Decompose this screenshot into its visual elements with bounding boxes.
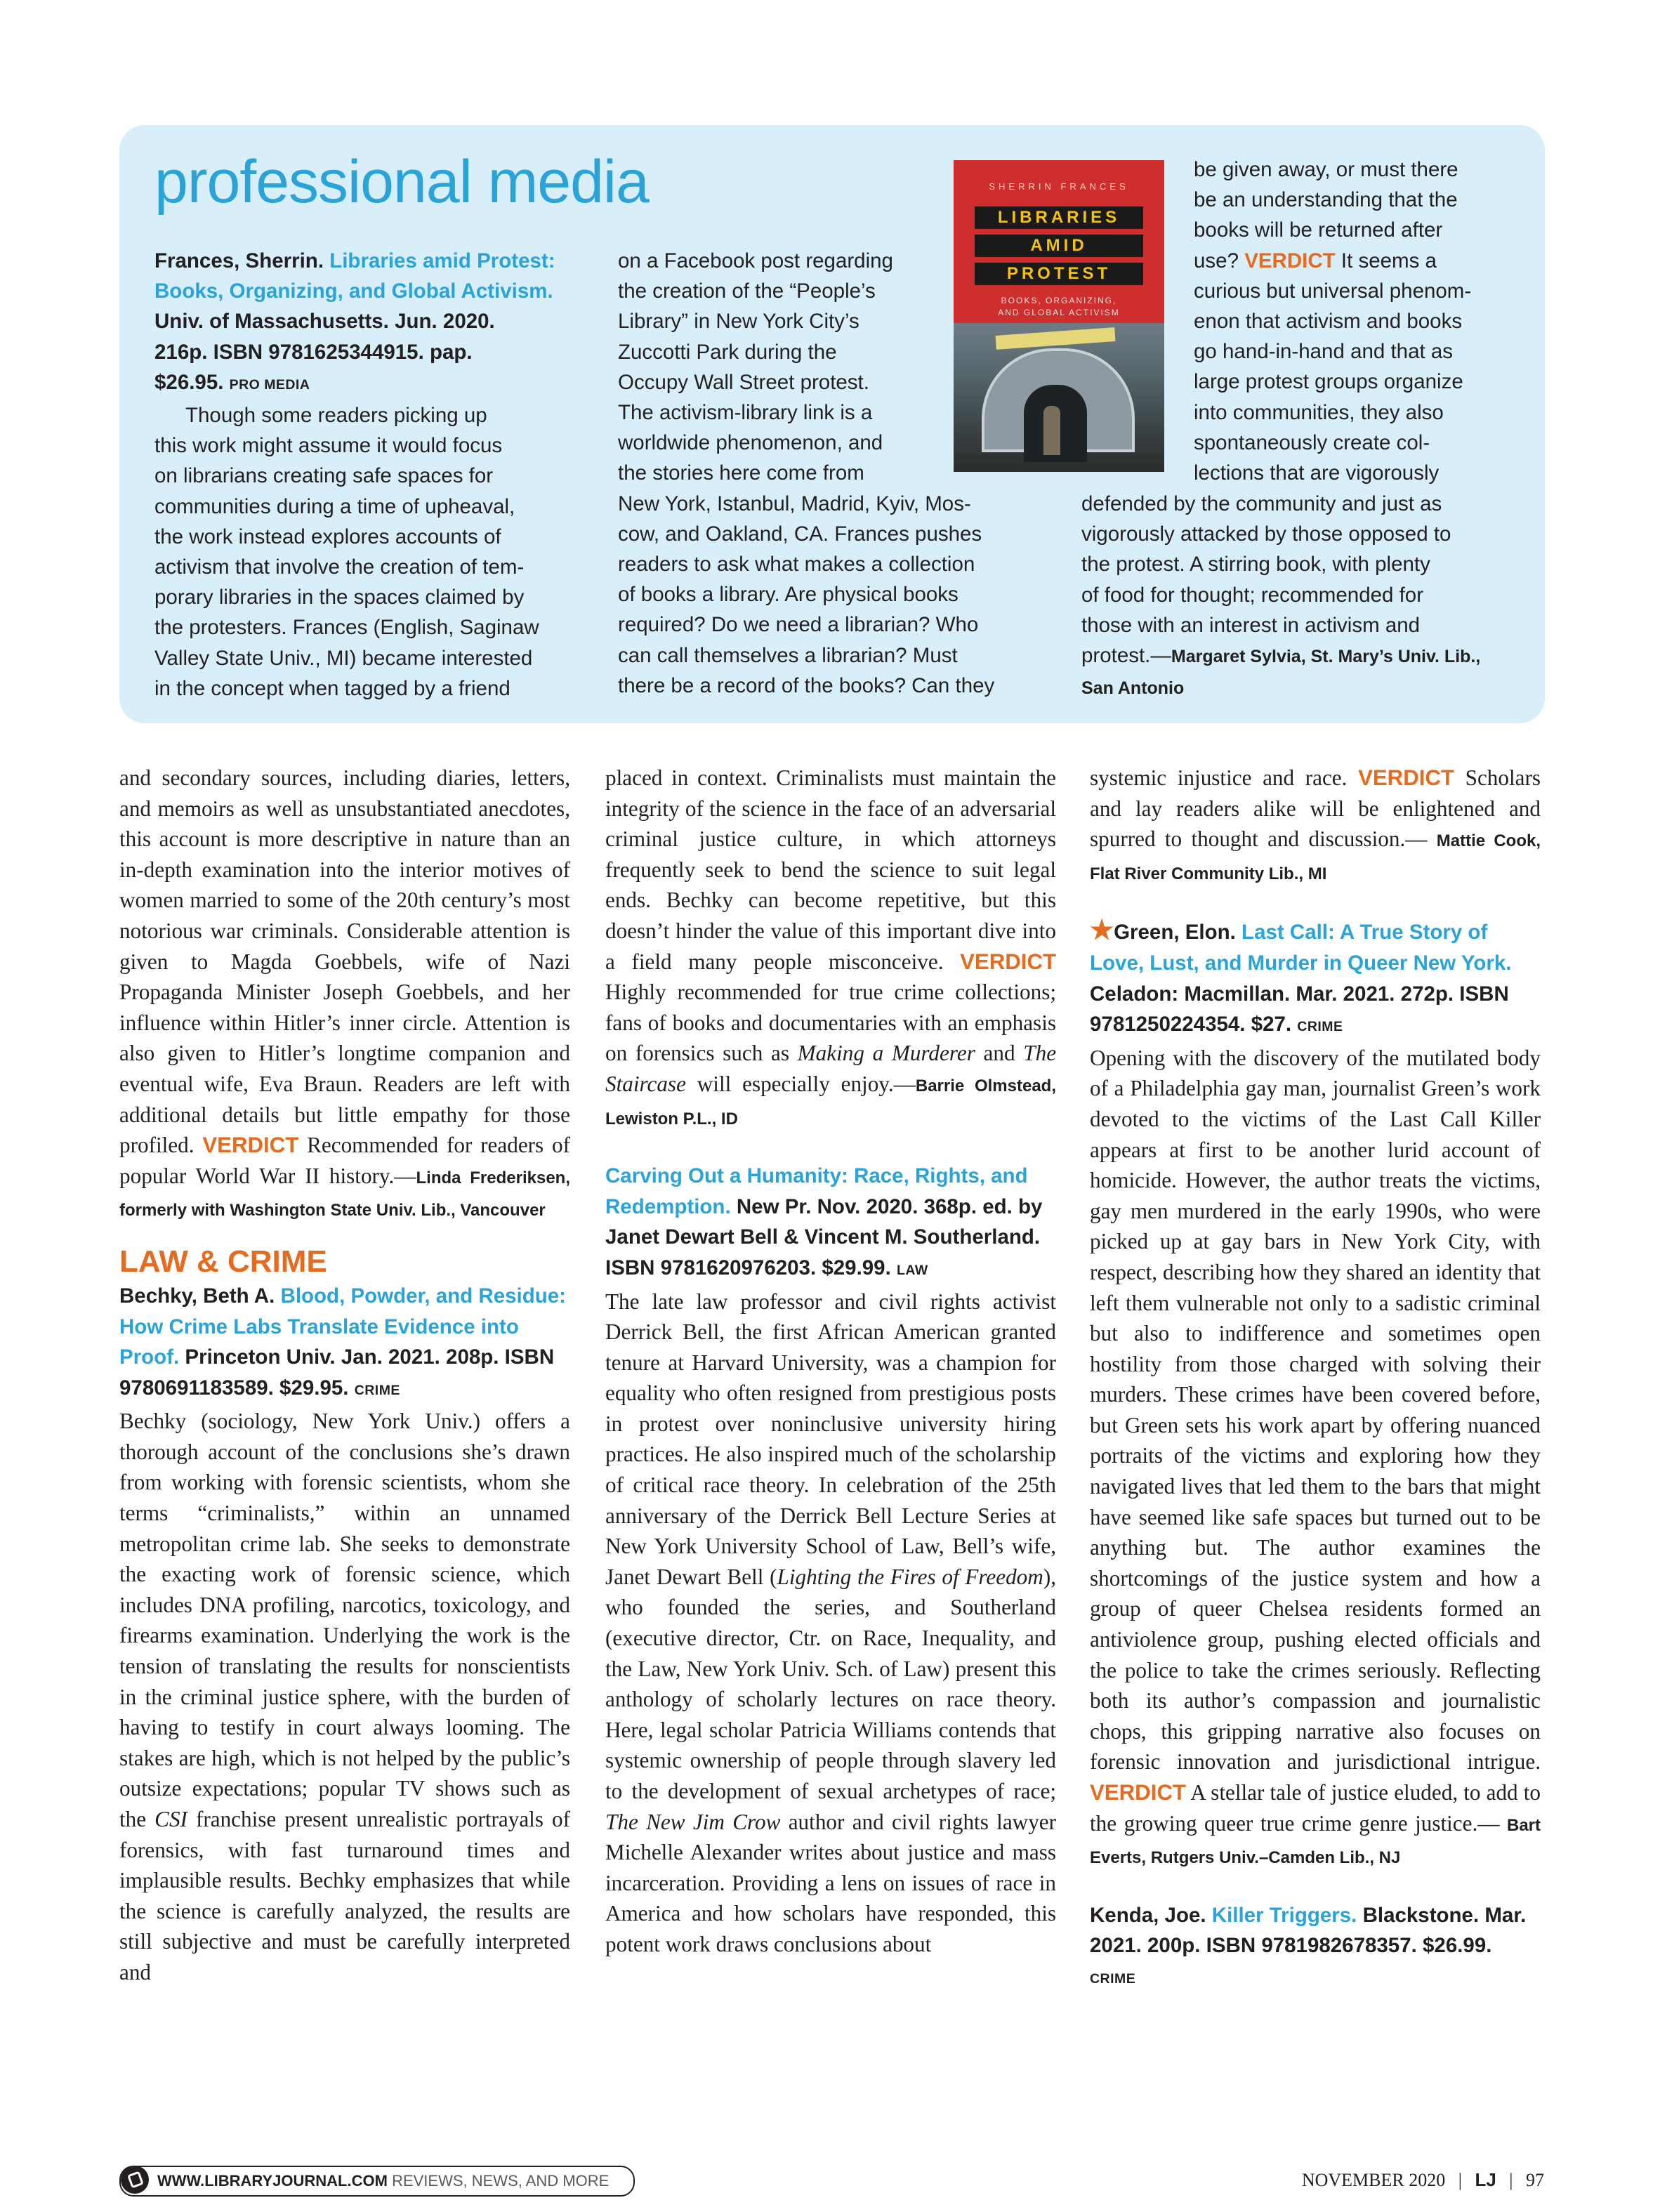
text-line: can call themselves a librarian? Must (618, 643, 958, 667)
text-line: large protest groups organize (1194, 370, 1463, 394)
text-line: Though some readers picking up (185, 404, 487, 428)
text-line: communities during a time of upheaval, (154, 494, 515, 518)
entry-citation: Kenda, Joe. Killer Triggers. Blackstone. Mar. 2021. 200p. ISBN 9781982678357. $26.99. CRIME (1090, 1903, 1527, 1987)
text-line: Zuccotti Park during the (618, 340, 837, 364)
text-line: porary libraries in the spaces claimed by (154, 586, 525, 610)
text-line: go hand-in-hand and that as (1194, 340, 1454, 364)
footer-website-link[interactable]: WWW.LIBRARYJOURNAL.COM REVIEWS, NEWS, AND MORE (119, 2166, 635, 2197)
reviewer-credit: Margaret Sylvia, St. Mary’s Univ. Lib., San Antonio (1081, 647, 1481, 699)
book-cover-image: SHERRIN FRANCES LIBRARIES AMID PROTEST BOOKS, ORGANIZING, AND GLOBAL ACTIVISM (954, 160, 1164, 472)
book-title-link[interactable]: Blood, Powder, and Residue: How Crime Labs Translate Evidence into Proof. (119, 1284, 567, 1369)
text-line: of books a library. Are physical books (618, 583, 959, 607)
pro-media-column-3b: defended by the community and just as vigorously attacked by those opposed to the protest. A stirring book, with plenty of food for thought; recommended for those with an interest in activism and protest.—Margaret Sylvia, St. Mary’s Univ. Lib., San Antonio (1081, 489, 1503, 704)
text-line: this work might assume it would focus (154, 434, 503, 458)
book-title-link[interactable]: Libraries amid Protest: Books, Organizing, and Global Activism. (154, 249, 555, 303)
column-2 (605, 763, 1056, 1960)
entry-citation: Frances, Sherrin. Libraries amid Protest: Books, Organizing, and Global Activism. (154, 249, 555, 303)
category-tag: LAW (896, 1262, 928, 1278)
text-line: New York, Istanbul, Madrid, Kyiv, Mos- (618, 492, 971, 515)
section-heading-law-crime: LAW & CRIME (119, 1244, 327, 1279)
reviewer-credit: Linda Frederiksen, formerly with Washington State Univ. Lib., Vancouver (119, 1168, 570, 1220)
entry-citation: ★Green, Elon. Last Call: A True Story of Love, Lust, and Murder in Queer New York. Celadon: Macmillan. Mar. 2021. 272p. ISBN 9781250224354. $27. CRIME (1090, 916, 1512, 1036)
text-line: the protesters. Frances (English, Saginaw (154, 616, 539, 640)
category-tag: CRIME (354, 1382, 400, 1398)
text-line: the creation of the “People’s (618, 279, 876, 303)
text-line: of food for thought; recommended for (1081, 583, 1424, 607)
text-line: books will be returned after (1194, 218, 1443, 242)
page-footer: NOVEMBER 2020 | LJ | 97 (1301, 2169, 1544, 2190)
review-text: The late law professor and civil rights activist Derrick Bell, the first African American granted tenure at Harvard University, was a champion for equality who often resigned from prestigious posts in protest over noninclusive university hiring practices. He also inspired much of the scholarship of critical race theory. In celebration of the 25th anniversary of the Derrick Bell Lecture Series at New York University School of Law, Bell’s wife, Janet Dewart Bell (Lighting the Fires of Freedom), who founded the series, and Southerland (executive director, Ctr. on Race, Inequality, and the Law, New York Univ. Sch. of Law) present this anthology of scholarly lectures on race theory. Here, legal scholar Patricia Williams contends that systemic ownership of people through slavery led to the development of sexual archetypes of race; The New Jim Crow author and civil rights lawyer Michelle Alexander writes about justice and mass incarceration. Providing a lens on issues of race in America and how scholars have responded, this potent work draws conclusions about (605, 1289, 1057, 1956)
category-tag: CRIME (1297, 1019, 1343, 1035)
text-line: in the concept when tagged by a friend (154, 676, 510, 700)
text-line: the stories here come from (618, 461, 864, 485)
text-line: be an understanding that the (1194, 188, 1458, 212)
cover-figure (1043, 406, 1060, 455)
category-tag: CRIME (1090, 1970, 1136, 1987)
text-line: The activism-library link is a (618, 401, 873, 425)
pro-media-column-1: Frances, Sherrin. Libraries amid Protest: Books, Organizing, and Global Activism. Univ. of Massachusetts. Jun. 2020. 216p. ISBN 9781625344915. pap. $26.95. PRO MEDIA Though some readers picking up this work might assume it would focus on librarians creating safe spaces for communities during a time of upheaval, the work instead explores accounts of activism that involve the creation of tem- porary libraries in the spaces claimed by the protesters. Frances (English, Saginaw Valley State Univ., MI) became interested in the concept when tagged by a friend (154, 246, 567, 704)
book-title-link[interactable]: Carving Out a Humanity: Race, Rights, and Redemption. (605, 1164, 1028, 1218)
text-line: worldwide phenomenon, and (618, 431, 883, 455)
text-line: on librarians creating safe spaces for (154, 464, 494, 488)
section-title-professional-media: professional media (154, 148, 649, 216)
text-line: cow, and Oakland, CA. Frances pushes (618, 522, 982, 546)
text-line: required? Do we need a librarian? Who (618, 613, 979, 637)
column-3 (1090, 763, 1541, 1995)
entry-citation: Bechky, Beth A. Blood, Powder, and Residue: How Crime Labs Translate Evidence into Proof. Princeton Univ. Jan. 2021. 208p. ISBN 9780691183589. $29.95. CRIME (119, 1284, 567, 1400)
star-icon: ★ (1090, 916, 1114, 946)
review-text: Opening with the discovery of the mutilated body of a Philadelphia gay man, journalist Green’s work devoted to the victims of the Last Call Killer appears at first to be another lurid account of homicide. However, the author treats the victims, gay men murdered in the early 1990s, who were picked up at gay bars in New York City, with respect, describing how they shared an identity that left them vulnerable not only to a sadistic criminal but also to indifference and sometimes open hostility from those charged with solving their murders. These crimes have been covered before, but Green sets his work apart by offering nuanced portraits of the victims and exploring how they navigated lives that led them to the bars that might have seemed like safe spaces but turned out to be anything but. The author examines the shortcomings of the justice system and how a group of queer Chelsea residents formed an antiviolence group, pushing elected officials and the police to take the crimes seriously. Reflecting both its author’s compassion and journalistic chops, this gripping narrative also focuses on forensic innovation and jurisdictional intrigue. VERDICT A stellar tale of justice eluded, to add to the growing queer true crime genre justice.— Bart Everts, Rutgers Univ.–Camden Lib., NJ (1090, 1045, 1541, 1868)
lj-mark: LJ (1475, 2169, 1496, 2190)
review-text: Bechky (sociology, New York Univ.) offers a thorough account of the conclusions she’s drawn from working with forensic scientists, whom she terms “criminalists,” within an unnamed metropolitan crime lab. She seeks to demonstrate the exacting work of forensic science, which includes DNA profiling, narcotics, toxicology, and firearms examination. Underlying the work is the tension of translating the results for nonscientists in the criminal justice sphere, with the burden of having to testify in court always looming. The stakes are high, which is not helped by the public’s outsize expectations; popular TV shows such as the CSI franchise present unrealistic portrayals of forensics, with fast turnaround times and implausible results. Bechky emphasizes that while the science is carefully analyzed, the results are still subjective and must be carefully interpreted and (119, 1409, 570, 1984)
text-line: Occupy Wall Street protest. (618, 370, 869, 394)
text-line: spontaneously create col- (1194, 430, 1430, 454)
text-line: those with an interest in activism and (1081, 613, 1421, 637)
search-icon (121, 2166, 149, 2194)
text-line: into communities, they also (1194, 400, 1444, 424)
text-line: Valley State Univ., MI) became interested (154, 646, 533, 670)
review-text: and secondary sources, including diaries, letters, and memoirs as well as unsubstantiated anecdotes, this account is more descriptive in nature than an in-depth examination into the interior motives of women married to some of the 20th century’s most notorious war criminals. Considerable attention is given to Magda Goebbels, wife of Nazi Propaganda Minister Joseph Goebbels, and her influence within Hitler’s inner circle. Attention is also given to Hitler’s longtime companion and eventual wife, Eva Braun. Readers are left with additional details but little empathy for those profiled. VERDICT Recommended for readers of popular World War II history.—Linda Frederiksen, formerly with Washington State Univ. Lib., Vancouver (119, 765, 570, 1220)
text-line: Library” in New York City’s (618, 310, 859, 334)
text-line: defended by the community and just as (1081, 492, 1442, 515)
text-line: curious but universal phenom- (1194, 279, 1472, 303)
review-text: placed in context. Criminalists must maintain the integrity of the science in the face of an adversarial criminal justice culture, in which attorneys frequently seek to bend the science to suit legal ends. Bechky can become repetitive, but this doesn’t hinder the value of this important dive into a field many people misconceive. VERDICT Highly recommended for true crime collections; fans of books and documentaries with an emphasis on forensics such as Making a Murderer and The Staircase will especially enjoy.—Barrie Olmstead, Lewiston P.L., ID (605, 765, 1057, 1128)
book-title-link[interactable]: Killer Triggers. (1211, 1903, 1357, 1927)
text-line: activism that involve the creation of tem- (154, 555, 525, 579)
text-line: the protest. A stirring book, with plenty (1081, 553, 1430, 577)
column-1 (119, 763, 570, 1988)
reviewer-credit: Barrie Olmstead, Lewiston P.L., ID (605, 1076, 1056, 1128)
pro-media-column-3a: be given away, or must there be an understanding that the books will be returned after use? VERDICT It seems a curious but universal phenom- enon that activism and books go hand-in-hand and that as large protest groups organize into communities, they also spontaneously create col- lections that are vigorously (1194, 154, 1503, 488)
verdict-label: VERDICT (1244, 249, 1336, 272)
page-number: 97 (1526, 2170, 1544, 2190)
text-line: vigorously attacked by those opposed to (1081, 522, 1451, 546)
category-tag: PRO MEDIA (229, 376, 310, 393)
book-title-link[interactable]: Last Call: A True Story of Love, Lust, and Murder in Queer New York. (1090, 921, 1512, 975)
reviewer-credit: Bart Everts, Rutgers Univ.–Camden Lib., NJ (1090, 1815, 1541, 1868)
reviewer-credit: Mattie Cook, Flat River Community Lib., MI (1090, 831, 1541, 883)
review-text (154, 400, 567, 704)
entry-citation: Carving Out a Humanity: Race, Rights, and Redemption. New Pr. Nov. 2020. 368p. ed. by Janet Dewart Bell & Vincent M. Southerland. ISBN 9781620976203. $29.99. LAW (605, 1164, 1043, 1279)
text-line: there be a record of the books? Can they (618, 673, 995, 697)
text-line: lections that are vigorously (1194, 461, 1440, 485)
text-line: be given away, or must there (1194, 158, 1458, 181)
text-line: on a Facebook post regarding (618, 249, 893, 272)
review-text: systemic injustice and race. VERDICT Scholars and lay readers alike will be enlightened and spurred to thought and discussion.— Mattie Cook, Flat River Community Lib., MI (1090, 765, 1541, 883)
text-line: enon that activism and books (1194, 310, 1463, 334)
text-line: the work instead explores accounts of (154, 525, 501, 548)
text-line: readers to ask what makes a collection (618, 553, 975, 577)
